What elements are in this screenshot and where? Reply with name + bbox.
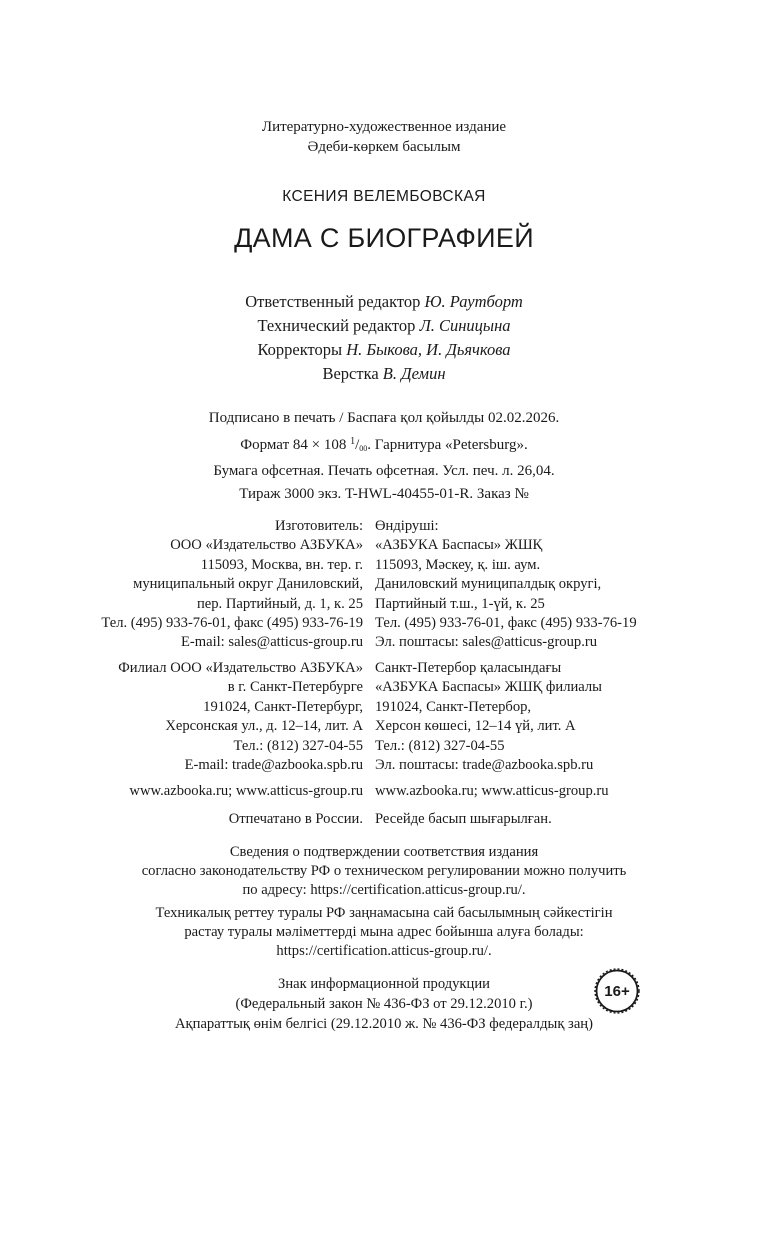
branch-ru-line: Филиал ООО «Издательство АЗБУКА» — [118, 660, 363, 676]
branch-kz-line: Тел.: (812) 327-04-55 — [375, 737, 505, 754]
printed-in-ru: Отпечатано в России. — [228, 811, 363, 827]
paper-line: Бумага офсетная. Печать офсетная. Усл. печ. л. 26,04. — [213, 463, 555, 479]
manufacturer-kz-line: «АЗБУКА Баспасы» ЖШҚ — [375, 537, 543, 554]
manufacturer-kz-line: Даниловский муниципалдық округі, — [375, 576, 602, 593]
certification-ru-line: согласно законодательству РФ о техническом регулировании можно получить — [141, 863, 627, 879]
manufacturer-kz-line: Өндіруші: — [375, 518, 439, 534]
certification-ru-line: по адресу: https://certification.atticus-group.ru/. — [242, 882, 526, 898]
credits-block — [0, 290, 768, 386]
credit-line — [0, 338, 768, 362]
credit-line — [0, 290, 768, 314]
branch-ru-line: в г. Санкт-Петербурге — [227, 679, 363, 696]
info-sign-law: (Федеральный закон № 436-ФЗ от 29.12.2010 г.) — [235, 996, 533, 1012]
credit-person: В. Демин — [382, 364, 446, 383]
credit-line — [0, 314, 768, 338]
signed-date: Подписано в печать / Баспаға қол қойылды 02.02.2026. — [208, 410, 560, 426]
credit-role: Корректоры — [257, 340, 343, 359]
credit-role: Ответственный редактор — [245, 292, 421, 311]
branch-ru — [118, 659, 363, 775]
credit-line — [0, 362, 768, 386]
manufacturer-ru — [101, 517, 363, 653]
author-name: КСЕНИЯ ВЕЛЕМБОВСКАЯ — [282, 188, 486, 205]
branch-kz-line: «АЗБУКА Баспасы» ЖШҚ филиалы — [375, 679, 602, 696]
format-denominator: 00 — [359, 444, 368, 453]
manufacturer-ru-line: 115093, Москва, вн. тер. г. — [200, 556, 363, 573]
manufacturer-ru-line: Тел. (495) 933-76-01, факс (495) 933-76-19 — [101, 615, 363, 632]
certification-kz-line: Техникалық реттеу туралы РФ заңнамасына сай басылымның сәйкестігін — [155, 905, 613, 921]
credit-person: Л. Синицына — [419, 316, 511, 335]
certification-kz-line: https://certification.atticus-group.ru/. — [276, 943, 492, 959]
branch-kz-line: 191024, Санкт-Петербор, — [375, 698, 532, 715]
info-sign-title: Знак информационной продукции — [278, 976, 490, 992]
format-numerator: 1 — [350, 436, 356, 447]
branch-kz-line: Эл. поштасы: trade@azbooka.spb.ru — [375, 757, 594, 774]
branch-kz-line: Санкт-Петербор қаласындағы — [375, 660, 562, 676]
credit-person: Н. Быкова, И. Дьячкова — [346, 340, 511, 359]
branch-ru-line: 191024, Санкт-Петербург, — [203, 698, 363, 715]
manufacturer-kz-line: Партийный т.ш., 1-үй, к. 25 — [375, 595, 545, 612]
branch-kz-line: Херсон көшесі, 12–14 үй, лит. А — [375, 718, 576, 735]
manufacturer-kz — [375, 517, 637, 653]
websites-kz: www.azbooka.ru; www.atticus-group.ru — [375, 783, 609, 799]
format-line: Формат 84 × 108 $^1/_{00}$. Гарнитура «Petersburg». — [240, 436, 528, 453]
manufacturer-ru-line: Изготовитель: — [274, 518, 363, 534]
edition-kz: Әдеби-көркем басылым — [307, 138, 461, 155]
book-title: ДАМА С БИОГРАФИЕЙ — [234, 223, 534, 253]
certification-ru-line: Сведения о подтверждении соответствия издания — [229, 844, 539, 860]
branch-ru-line: E-mail: trade@azbooka.spb.ru — [184, 757, 363, 774]
credit-role: Технический редактор — [257, 316, 416, 335]
manufacturer-ru-line: пер. Партийный, д. 1, к. 25 — [196, 595, 363, 612]
manufacturer-ru-line: муниципальный округ Даниловский, — [133, 576, 363, 593]
certification-kz-line: растау туралы мәліметтерді мына адрес бойынша алуға болады: — [184, 924, 584, 940]
manufacturer-ru-line: E-mail: sales@atticus-group.ru — [180, 634, 363, 651]
credit-role: Верстка — [322, 364, 379, 383]
info-sign-block — [0, 974, 768, 1034]
manufacturer-kz-line: Тел. (495) 933-76-01, факс (495) 933-76-19 — [375, 615, 637, 632]
run-line: Тираж 3000 экз. T-HWL-40455-01-R. Заказ № — [239, 486, 529, 502]
branch-kz — [375, 659, 602, 775]
info-sign-kz: Ақпараттық өнім белгісі (29.12.2010 ж. № 436-ФЗ федералдық заң) — [175, 1016, 593, 1032]
manufacturer-kz-line: Эл. поштасы: sales@atticus-group.ru — [375, 634, 597, 651]
print-info-block — [0, 407, 768, 506]
edition-ru: Литературно-художественное издание — [261, 119, 507, 135]
age-rating-badge — [594, 968, 640, 1014]
credit-person: Ю. Раутборт — [424, 292, 523, 311]
edition-block — [0, 118, 768, 157]
certification-ru-block — [0, 843, 768, 900]
age-rating-label: 16+ — [604, 982, 630, 1000]
websites-ru: www.azbooka.ru; www.atticus-group.ru — [129, 783, 363, 799]
format-suffix: . Гарнитура «Petersburg». — [367, 437, 528, 453]
format-prefix: Формат 84 × 108 — [240, 437, 351, 453]
branch-ru-line: Херсонская ул., д. 12–14, лит. А — [165, 718, 363, 735]
manufacturer-ru-line: ООО «Издательство АЗБУКА» — [170, 537, 363, 554]
manufacturer-kz-line: 115093, Мәскеу, қ. іш. аум. — [375, 556, 541, 573]
branch-ru-line: Тел.: (812) 327-04-55 — [233, 737, 363, 754]
printed-in-kz: Ресейде басып шығарылған. — [375, 811, 552, 827]
certification-kz-block — [0, 904, 768, 961]
